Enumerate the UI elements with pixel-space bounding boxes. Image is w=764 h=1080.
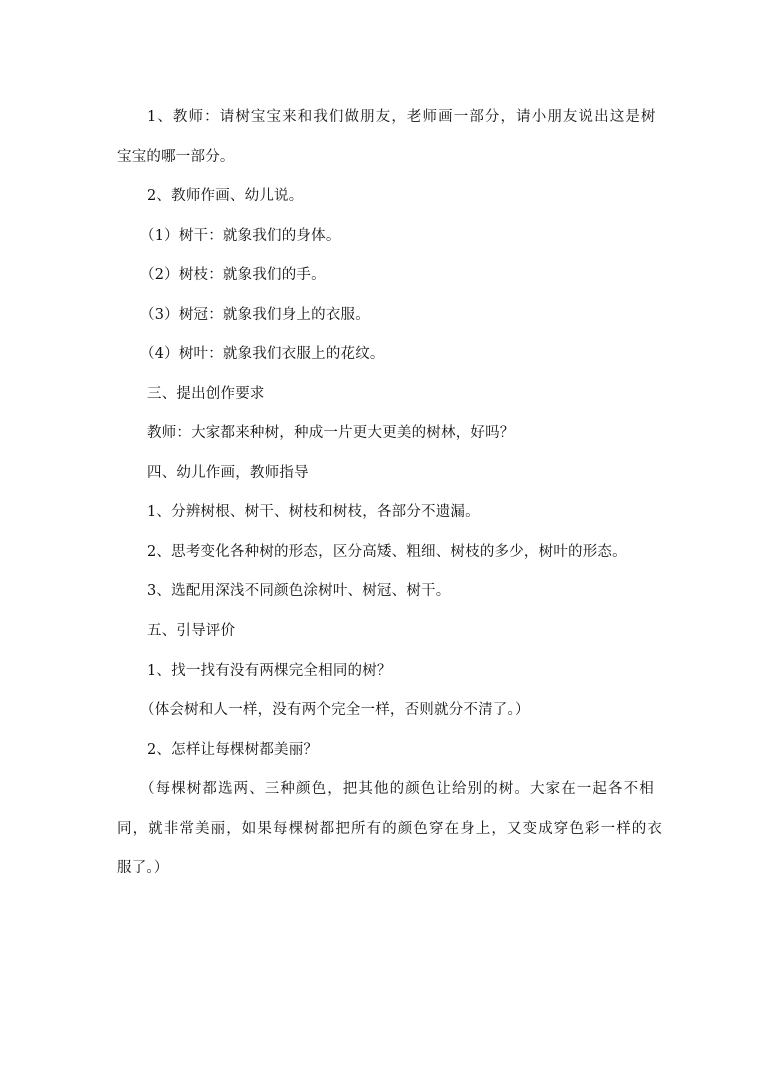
paragraph-line-3: 2、教师作画、幼儿说。: [147, 188, 304, 204]
paragraph-line-2: 宝宝的哪一部分。: [117, 149, 235, 165]
paragraph-line-7: （4）树叶：就象我们衣服上的花纹。: [140, 346, 385, 362]
paragraph-line-13: 3、选配用深浅不同颜色涂树叶、树冠、树干。: [147, 583, 451, 599]
paragraph-line-12: 2、思考变化各种树的形态，区分高矮、粗细、树枝的多少，树叶的形态。: [147, 544, 627, 560]
paragraph-line-17: 2、怎样让每棵树都美丽？: [147, 742, 319, 758]
paragraph-line-1: 1、教师：请树宝宝来和我们做朋友，老师画一部分，请小朋友说出这是树: [147, 109, 657, 125]
paragraph-line-11: 1、分辨树根、树干、树枝和树枝，各部分不遗漏。: [147, 504, 480, 520]
paragraph-line-16: （体会树和人一样，没有两个完全一样，否则就分不清了。）: [140, 702, 530, 718]
section-heading-4: 四、幼儿作画，教师指导: [147, 465, 309, 481]
paragraph-line-9: 教师：大家都来种树，种成一片更大更美的树林，好吗？: [147, 425, 515, 441]
paragraph-line-20: 服了。）: [117, 860, 169, 876]
paragraph-line-5: （2）树枝：就象我们的手。: [140, 267, 326, 283]
paragraph-line-6: （3）树冠：就象我们身上的衣服。: [140, 307, 370, 323]
section-heading-3: 三、提出创作要求: [147, 386, 265, 402]
paragraph-line-19: 同，就非常美丽，如果每棵树都把所有的颜色穿在身上，又变成穿色彩一样的衣: [117, 821, 663, 837]
section-heading-5: 五、引导评价: [147, 623, 236, 639]
paragraph-line-18: （每棵树都选两、三种颜色，把其他的颜色让给别的树。大家在一起各不相: [140, 781, 655, 797]
paragraph-line-4: （1）树干：就象我们的身体。: [140, 228, 341, 244]
paragraph-line-15: 1、找一找有没有两棵完全相同的树？: [147, 663, 392, 679]
